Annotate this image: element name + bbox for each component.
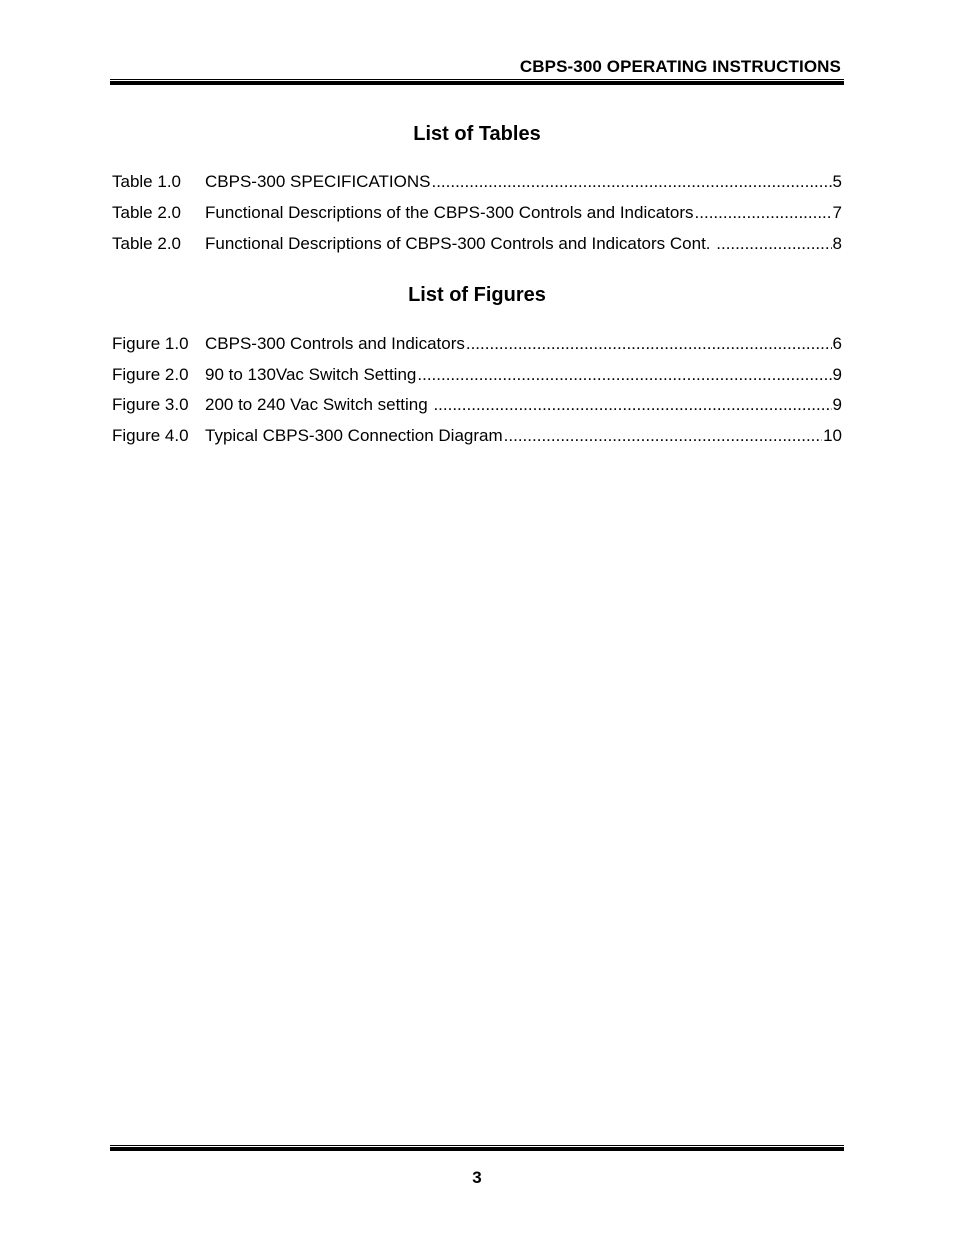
list-of-figures <box>112 334 842 456</box>
dot-leader <box>466 334 832 354</box>
toc-entry-label: Table 1.0 <box>112 172 181 191</box>
toc-entry-page: 6 <box>832 334 842 353</box>
list-of-tables <box>112 172 842 265</box>
toc-entry-label: Figure 2.0 <box>112 364 189 384</box>
toc-entry-label: Figure 4.0 <box>112 425 189 445</box>
toc-entry-title: Functional Descriptions of the CBPS-300 Controls and Indicators <box>205 203 694 222</box>
toc-entry-title: CBPS-300 Controls and Indicators <box>205 334 465 353</box>
page-number: 3 <box>472 1168 482 1187</box>
toc-entry[interactable] <box>112 365 842 385</box>
toc-entry[interactable] <box>112 334 842 354</box>
toc-entry[interactable] <box>112 172 842 192</box>
running-header-title: CBPS-300 OPERATING INSTRUCTIONS <box>519 57 841 76</box>
toc-entry-page: 8 <box>832 234 842 253</box>
toc-entry-page: 9 <box>832 364 842 384</box>
dot-leader <box>695 203 832 223</box>
toc-entry-title: 200 to 240 Vac Switch setting <box>205 395 433 414</box>
toc-entry-label: Figure 3.0 <box>112 395 189 414</box>
toc-entry-label: Table 2.0 <box>112 203 181 222</box>
toc-entry[interactable] <box>112 203 842 223</box>
toc-entry-page: 9 <box>832 395 842 414</box>
dot-leader <box>431 172 831 192</box>
toc-entry[interactable] <box>112 234 842 254</box>
toc-entry[interactable] <box>112 426 842 446</box>
toc-entry-title: CBPS-300 SPECIFICATIONS <box>205 172 431 191</box>
toc-entry-page: 7 <box>832 203 842 222</box>
toc-entry-title: Typical CBPS-300 Connection Diagram <box>205 425 503 445</box>
dot-leader <box>716 234 831 254</box>
header-rule <box>110 79 844 85</box>
toc-entry-title: Functional Descriptions of CBPS-300 Controls and Indicators Cont. <box>205 234 716 253</box>
toc-entry-title: 90 to 130Vac Switch Setting <box>205 364 417 384</box>
toc-entry[interactable] <box>112 395 842 415</box>
toc-entry-label: Figure 1.0 <box>112 334 189 353</box>
dot-leader <box>433 395 831 415</box>
toc-entry-page: 10 <box>823 425 842 445</box>
dot-leader <box>504 426 822 446</box>
list-of-tables-heading: List of Tables <box>413 123 541 145</box>
toc-entry-page: 5 <box>832 172 842 191</box>
toc-entry-label: Table 2.0 <box>112 234 181 253</box>
list-of-figures-heading: List of Figures <box>408 284 546 306</box>
footer-rule <box>110 1145 844 1151</box>
dot-leader <box>417 365 831 385</box>
